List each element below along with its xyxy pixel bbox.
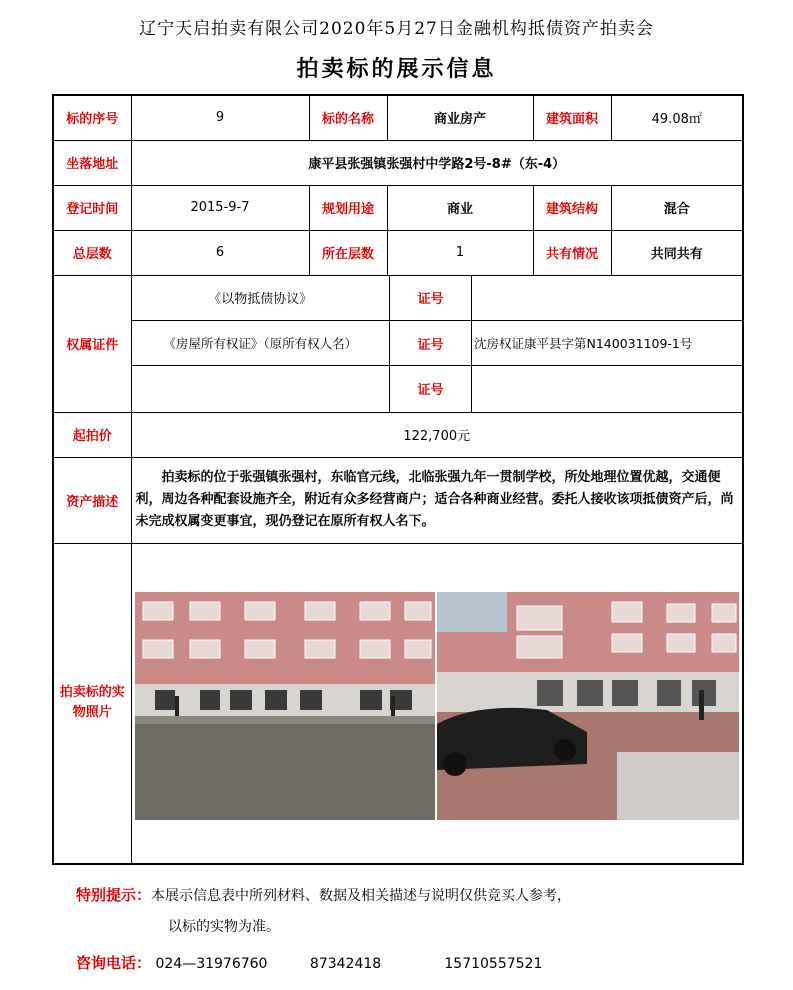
notice-label: 特别提示： [76,886,152,904]
ownership-cell [131,275,743,412]
doc3 [132,366,390,412]
use-value: 商业 [387,185,533,230]
contact-phone-2: 87342418 [309,956,382,972]
use-label: 规划用途 [309,185,387,230]
table-row [53,230,743,275]
page-title: 拍卖标的展示信息 [296,57,497,82]
contact-phone-3: 15710557521 [444,956,543,972]
contact-label: 咨询电话： [76,954,152,972]
notice-line1: 本展示信息表中所列材料、数据及相关描述与说明仅供竞买人参考， [151,888,572,904]
struct-value: 混合 [611,185,743,230]
description-text: 拍卖标的位于张强镇张强村，东临官元线，北临张强九年一贯制学校，所处地理位置优越，交通便利，周边各种配套设施齐全，附近有众多经营商户；适合各种商业经营。委托人接收该项抵债资产后，尚未完成权属变更事宜，现仍登记在原所有权人名下。 [131,457,743,543]
property-photo-side [437,592,739,820]
share-value: 共同共有 [611,230,743,275]
table-row [53,275,743,412]
share-label: 共有情况 [533,230,611,275]
auction-header: 辽宁天启拍卖有限公司2020年5月27日金融机构抵债资产拍卖会 [139,19,654,39]
price-value: 122,700元 [131,412,743,457]
floor-label: 所在层数 [309,230,387,275]
seq-value: 9 [131,95,309,140]
cert2-label: 证号 [390,321,472,366]
info-table [52,94,744,865]
table-row [53,457,743,543]
property-photo-front [135,592,435,820]
doc1: 《以物抵债协议》 [132,276,390,321]
photos-label: 拍卖标的实物照片 [53,543,131,864]
cert3-label: 证号 [390,366,472,412]
notice [76,884,571,905]
struct-label: 建筑结构 [533,185,611,230]
reg-label: 登记时间 [53,185,131,230]
cert2-value: 沈房权证康平县字第N140031109-1号 [472,321,743,366]
name-value: 商业房产 [387,95,533,140]
table-row [53,95,743,140]
area-value: 49.08㎡ [611,95,743,140]
price-label: 起拍价 [53,412,131,457]
photos-cell [131,543,743,864]
addr-value: 康平县张强镇张强村中学路2号-8#（东-4） [131,140,743,185]
floors-label: 总层数 [53,230,131,275]
name-label: 标的名称 [309,95,387,140]
reg-value: 2015-9-7 [131,185,309,230]
floors-value: 6 [131,230,309,275]
description-label: 资产描述 [53,457,131,543]
ownership-label: 权属证件 [53,275,131,412]
contact-phone-1: 024—31976760 [155,956,268,972]
cert3-value [472,366,743,412]
cert1-value [472,276,743,321]
floor-value: 1 [387,230,533,275]
doc2: 《房屋所有权证》（原所有权人名） [132,321,390,366]
seq-label: 标的序号 [53,95,131,140]
table-row [53,543,743,864]
table-row [53,185,743,230]
contact [76,952,542,973]
ownership-subtable [132,276,743,412]
notice-line2: 以标的实物为准。 [168,919,280,935]
cert1-label: 证号 [390,276,472,321]
table-row [53,412,743,457]
addr-label: 坐落地址 [53,140,131,185]
table-row [53,140,743,185]
area-label: 建筑面积 [533,95,611,140]
